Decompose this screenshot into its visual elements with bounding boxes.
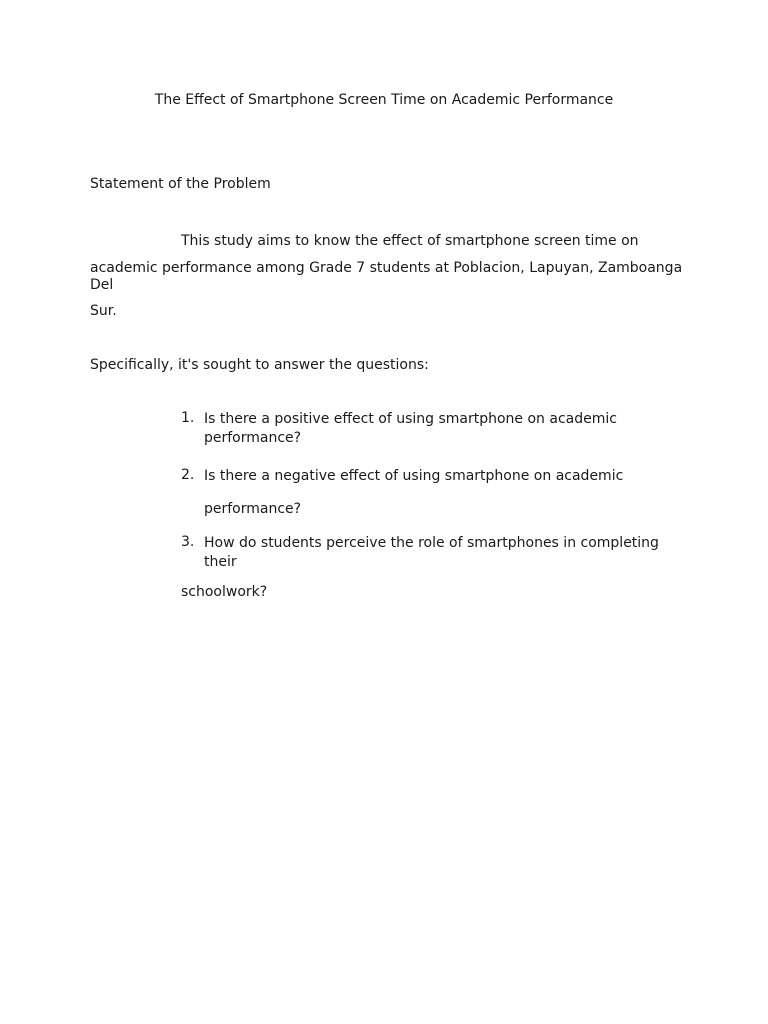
- question-text: Is there a positive effect of using smartphone on academic performance?: [204, 411, 617, 446]
- questions-intro: Specifically, it's sought to answer the questions:: [90, 357, 429, 373]
- question-text-line-2: performance?: [204, 501, 302, 517]
- paragraph-line-2: academic performance among Grade 7 students at Poblacion, Lapuyan, Zamboanga Del: [90, 260, 683, 293]
- question-text-line-1: How do students perceive the role of smartphones in completing their: [204, 535, 659, 570]
- paragraph-line-1: This study aims to know the effect of smartphone screen time on: [181, 233, 639, 249]
- paragraph-line-3: Sur.: [90, 303, 117, 319]
- question-text-line-2: schoolwork?: [181, 584, 268, 600]
- section-heading: Statement of the Problem: [90, 176, 271, 192]
- question-text-line-1: Is there a negative effect of using smartphone on academic: [204, 468, 624, 484]
- question-number: 2.: [181, 467, 195, 483]
- question-number: 1.: [181, 410, 195, 426]
- question-number: 3.: [181, 534, 195, 550]
- document-title: The Effect of Smartphone Screen Time on Academic Performance: [154, 92, 614, 108]
